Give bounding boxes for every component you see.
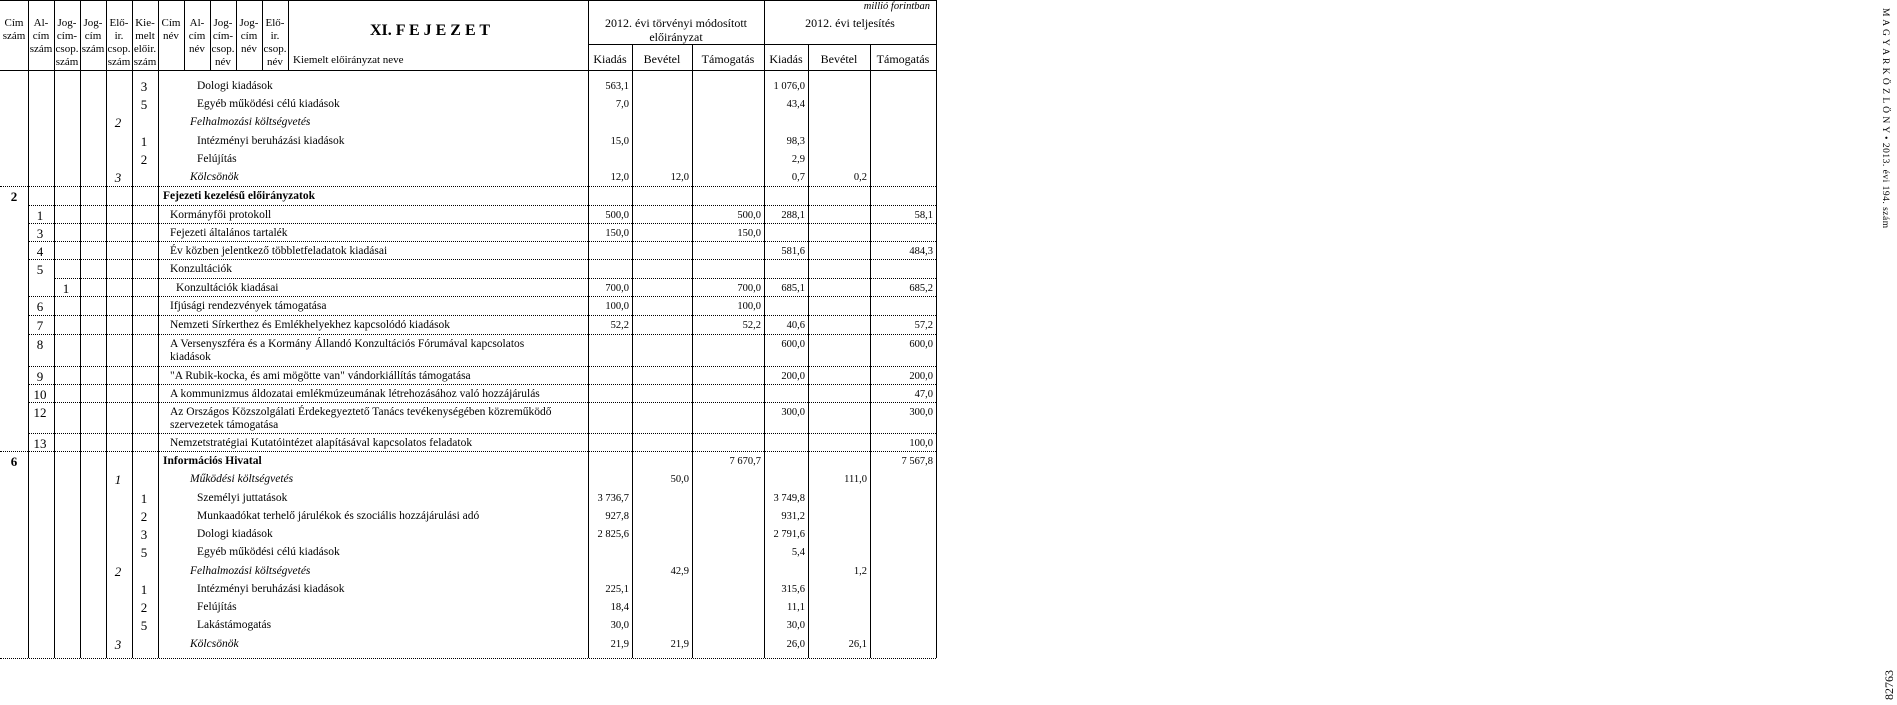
row-label: Ifjúsági rendezvények támogatása (170, 300, 327, 312)
row-label: Intézményi beruházási kiadások (197, 135, 345, 147)
row-label: Egyéb működési célú kiadások (197, 98, 340, 110)
row-label: Az Országos Közszolgálati Érdekegyeztető Tanács tevékenységében közreműködő szervezetek támogatása (170, 406, 552, 431)
row-label: Konzultációk kiadásai (176, 282, 279, 294)
row-value: 15,0 (610, 136, 629, 147)
col-header-eloircsop-nev: Elő- ir. csop. név (263, 17, 287, 68)
row-code: 3 (114, 637, 122, 652)
row-value: 200,0 (909, 371, 933, 382)
row-separator (28, 315, 936, 316)
row-value: 21,9 (610, 639, 629, 650)
row-label: Év közben jelentkező többletfeladatok kiadásai (170, 245, 388, 257)
row-separator (28, 384, 936, 385)
row-value: 100,0 (737, 301, 761, 312)
rule (588, 44, 936, 45)
row-code: 2 (140, 509, 148, 524)
row-label: Személyi juttatások (197, 492, 288, 504)
row-value: 111,0 (844, 474, 867, 485)
row-value: 500,0 (737, 210, 761, 221)
row-code: 12 (33, 405, 47, 420)
row-value: 700,0 (737, 283, 761, 294)
row-value: 52,2 (610, 320, 629, 331)
row-value: 2 825,6 (597, 529, 629, 540)
row-separator (0, 186, 936, 187)
col-divider (80, 0, 81, 658)
row-code: 4 (36, 244, 44, 259)
col-header-jogcim-szam: Jog- cím szám (81, 17, 105, 55)
publication-header: M A G Y A R K Ö Z L Ö N Y • 2013. évi 194. szám (1880, 8, 1890, 229)
row-code: 7 (36, 318, 44, 333)
row-code: 9 (36, 369, 44, 384)
row-value: 21,9 (670, 639, 689, 650)
row-code: 1 (36, 208, 44, 223)
row-label: Kölcsönök (190, 638, 239, 650)
row-label: Egyéb működési célú kiadások (197, 546, 340, 558)
row-value: 43,4 (786, 99, 805, 110)
col-header-cim-szam: Cím szám (2, 17, 26, 42)
row-label: Intézményi beruházási kiadások (197, 583, 345, 595)
col-divider (158, 0, 159, 658)
row-code: 2 (114, 564, 122, 579)
col-divider (210, 0, 211, 70)
row-label: Információs Hivatal (163, 455, 262, 467)
row-value: 42,9 (670, 566, 689, 577)
row-value: 98,3 (786, 136, 805, 147)
row-label: Felhalmozási költségvetés (190, 116, 311, 128)
row-label: Munkaadókat terhelő járulékok és szociális hozzájárulási adó (197, 510, 480, 522)
row-value: 11,1 (787, 602, 805, 613)
row-value: 26,0 (786, 639, 805, 650)
row-value: 200,0 (781, 371, 805, 382)
row-value: 500,0 (605, 210, 629, 221)
col-header-cim-nev: Cím név (161, 17, 181, 42)
row-value: 931,2 (781, 511, 805, 522)
row-code: 2 (114, 115, 122, 130)
row-separator (28, 433, 936, 434)
row-value: 7,0 (615, 99, 629, 110)
row-code: 1 (62, 281, 70, 296)
sub-header-bevetel: Bevétel (643, 52, 681, 66)
row-code: 6 (36, 299, 44, 314)
row-label: Kormányfői protokoll (170, 209, 272, 221)
row-label: Felújítás (197, 601, 237, 613)
row-code: 2 (10, 189, 18, 204)
row-separator (28, 205, 936, 206)
row-label: Fejezeti kezelésű előirányzatok (163, 190, 315, 202)
row-value: 2,9 (791, 154, 805, 165)
row-value: 100,0 (605, 301, 629, 312)
row-value: 12,0 (670, 172, 689, 183)
row-label: Nemzetstratégiai Kutatóintézet alapításával kapcsolatos feladatok (170, 437, 473, 449)
row-separator (54, 278, 936, 279)
col-divider (262, 0, 263, 70)
row-code: 5 (140, 545, 148, 560)
row-code: 1 (140, 134, 148, 149)
row-separator (28, 402, 936, 403)
col-header-jogcimcsop-nev: Jog- cím- csop. név (211, 17, 235, 68)
row-value: 150,0 (605, 228, 629, 239)
row-separator (28, 296, 936, 297)
row-value: 300,0 (781, 407, 805, 418)
row-code: 1 (140, 491, 148, 506)
row-label: Konzultációk (170, 263, 232, 275)
row-value: 7 567,8 (901, 456, 933, 467)
chapter-title: XI. F E J E Z E T (370, 22, 491, 39)
rule (0, 658, 936, 659)
row-value: 30,0 (786, 620, 805, 631)
row-label: Dologi kiadások (197, 528, 273, 540)
row-value: 3 736,7 (597, 493, 629, 504)
row-code: 5 (140, 618, 148, 633)
row-value: 26,1 (848, 639, 867, 650)
row-code: 1 (114, 472, 122, 487)
group-header-modified-budget: 2012. évi törvényi módosított előirányzat (605, 16, 747, 44)
row-value: 150,0 (737, 228, 761, 239)
row-value: 7 670,7 (729, 456, 761, 467)
row-code: 3 (140, 79, 148, 94)
col-divider (132, 0, 133, 658)
row-value: 18,4 (610, 602, 629, 613)
col-header-jogcim-nev: Jog- cím név (239, 17, 259, 55)
col-header-alcim-nev: Al- cím név (188, 17, 206, 55)
row-code: 10 (33, 387, 47, 402)
row-value: 50,0 (670, 474, 689, 485)
row-value: 0,7 (791, 172, 805, 183)
row-value: 3 749,8 (773, 493, 805, 504)
col-divider (870, 44, 871, 658)
row-value: 57,2 (914, 320, 933, 331)
row-value: 12,0 (610, 172, 629, 183)
sub-header-kiadas: Kiadás (769, 52, 803, 66)
col-divider (288, 0, 289, 70)
row-value: 927,8 (605, 511, 629, 522)
col-divider (28, 0, 29, 658)
row-code: 3 (140, 527, 148, 542)
sub-header-bevetel: Bevétel (820, 52, 858, 66)
row-value: 0,2 (853, 172, 867, 183)
row-value: 1,2 (853, 566, 867, 577)
row-separator (0, 451, 936, 452)
row-code: 8 (36, 337, 44, 352)
col-header-jogcimcsop-szam: Jog- cím- csop. szám (55, 17, 79, 68)
col-divider (54, 0, 55, 658)
col-divider (106, 0, 107, 658)
row-label: Fejezeti általános tartalék (170, 227, 288, 239)
row-separator (28, 259, 936, 260)
row-value: 30,0 (610, 620, 629, 631)
row-label: Működési költségvetés (190, 473, 294, 485)
row-code: 3 (36, 226, 44, 241)
row-value: 600,0 (781, 339, 805, 350)
group-header-performance: 2012. évi teljesítés (805, 16, 895, 30)
col-divider (692, 44, 693, 658)
row-value: 700,0 (605, 283, 629, 294)
row-separator (28, 334, 936, 335)
kiemelt-label: Kiemelt előirányzat neve (293, 54, 404, 66)
row-label: "A Rubik-kocka, és ami mögötte van" vándorkiállítás támogatása (170, 370, 471, 382)
row-code: 6 (10, 454, 18, 469)
row-value: 40,6 (786, 320, 805, 331)
rule (0, 70, 936, 71)
row-value: 100,0 (909, 438, 933, 449)
row-label: Felújítás (197, 153, 237, 165)
row-code: 2 (140, 152, 148, 167)
row-separator (28, 223, 936, 224)
row-value: 58,1 (914, 210, 933, 221)
row-label: A kommunizmus áldozatai emlékmúzeumának létrehozásához való hozzájárulás (170, 388, 540, 400)
row-value: 581,6 (781, 246, 805, 257)
col-divider (236, 0, 237, 70)
row-value: 600,0 (909, 339, 933, 350)
row-label: Nemzeti Sírkerthez és Emlékhelyekhez kapcsolódó kiadások (170, 319, 451, 331)
row-value: 484,3 (909, 246, 933, 257)
page-sidebar (936, 0, 1896, 705)
row-value: 300,0 (909, 407, 933, 418)
row-label: Kölcsönök (190, 171, 239, 183)
sub-header-kiadas: Kiadás (593, 52, 627, 66)
row-code: 5 (140, 97, 148, 112)
row-value: 52,2 (742, 320, 761, 331)
row-separator (28, 366, 936, 367)
row-code: 1 (140, 582, 148, 597)
row-value: 1 076,0 (773, 81, 805, 92)
row-label: Dologi kiadások (197, 80, 273, 92)
row-separator (28, 241, 936, 242)
col-header-eloircsop-szam: Elő- ir. csop. szám (107, 17, 131, 68)
col-header-kiemelt-szam: Kie- melt előir. szám (133, 17, 157, 68)
row-value: 685,1 (781, 283, 805, 294)
col-divider (184, 0, 185, 70)
row-value: 225,1 (605, 584, 629, 595)
row-code: 3 (114, 170, 122, 185)
row-label: Felhalmozási költségvetés (190, 565, 311, 577)
row-value: 288,1 (781, 210, 805, 221)
row-label: Lakástámogatás (197, 619, 272, 631)
row-value: 2 791,6 (773, 529, 805, 540)
rule (0, 0, 936, 1)
row-value: 5,4 (791, 547, 805, 558)
row-code: 13 (33, 436, 47, 451)
col-header-alcim-szam: Al- cím szám (29, 17, 53, 55)
row-code: 5 (36, 262, 44, 277)
unit-label: millió forintban (863, 1, 930, 12)
row-value: 47,0 (914, 389, 933, 400)
sub-header-tamogatas: Támogatás (876, 52, 930, 66)
row-value: 563,1 (605, 81, 629, 92)
row-value: 315,6 (781, 584, 805, 595)
row-value: 685,2 (909, 283, 933, 294)
row-label: A Versenyszféra és a Kormány Állandó Konzultációs Fórumával kapcsolatos kiadások (170, 338, 525, 363)
page-number: 82763 (1882, 670, 1896, 700)
sub-header-tamogatas: Támogatás (701, 52, 755, 66)
row-code: 2 (140, 600, 148, 615)
